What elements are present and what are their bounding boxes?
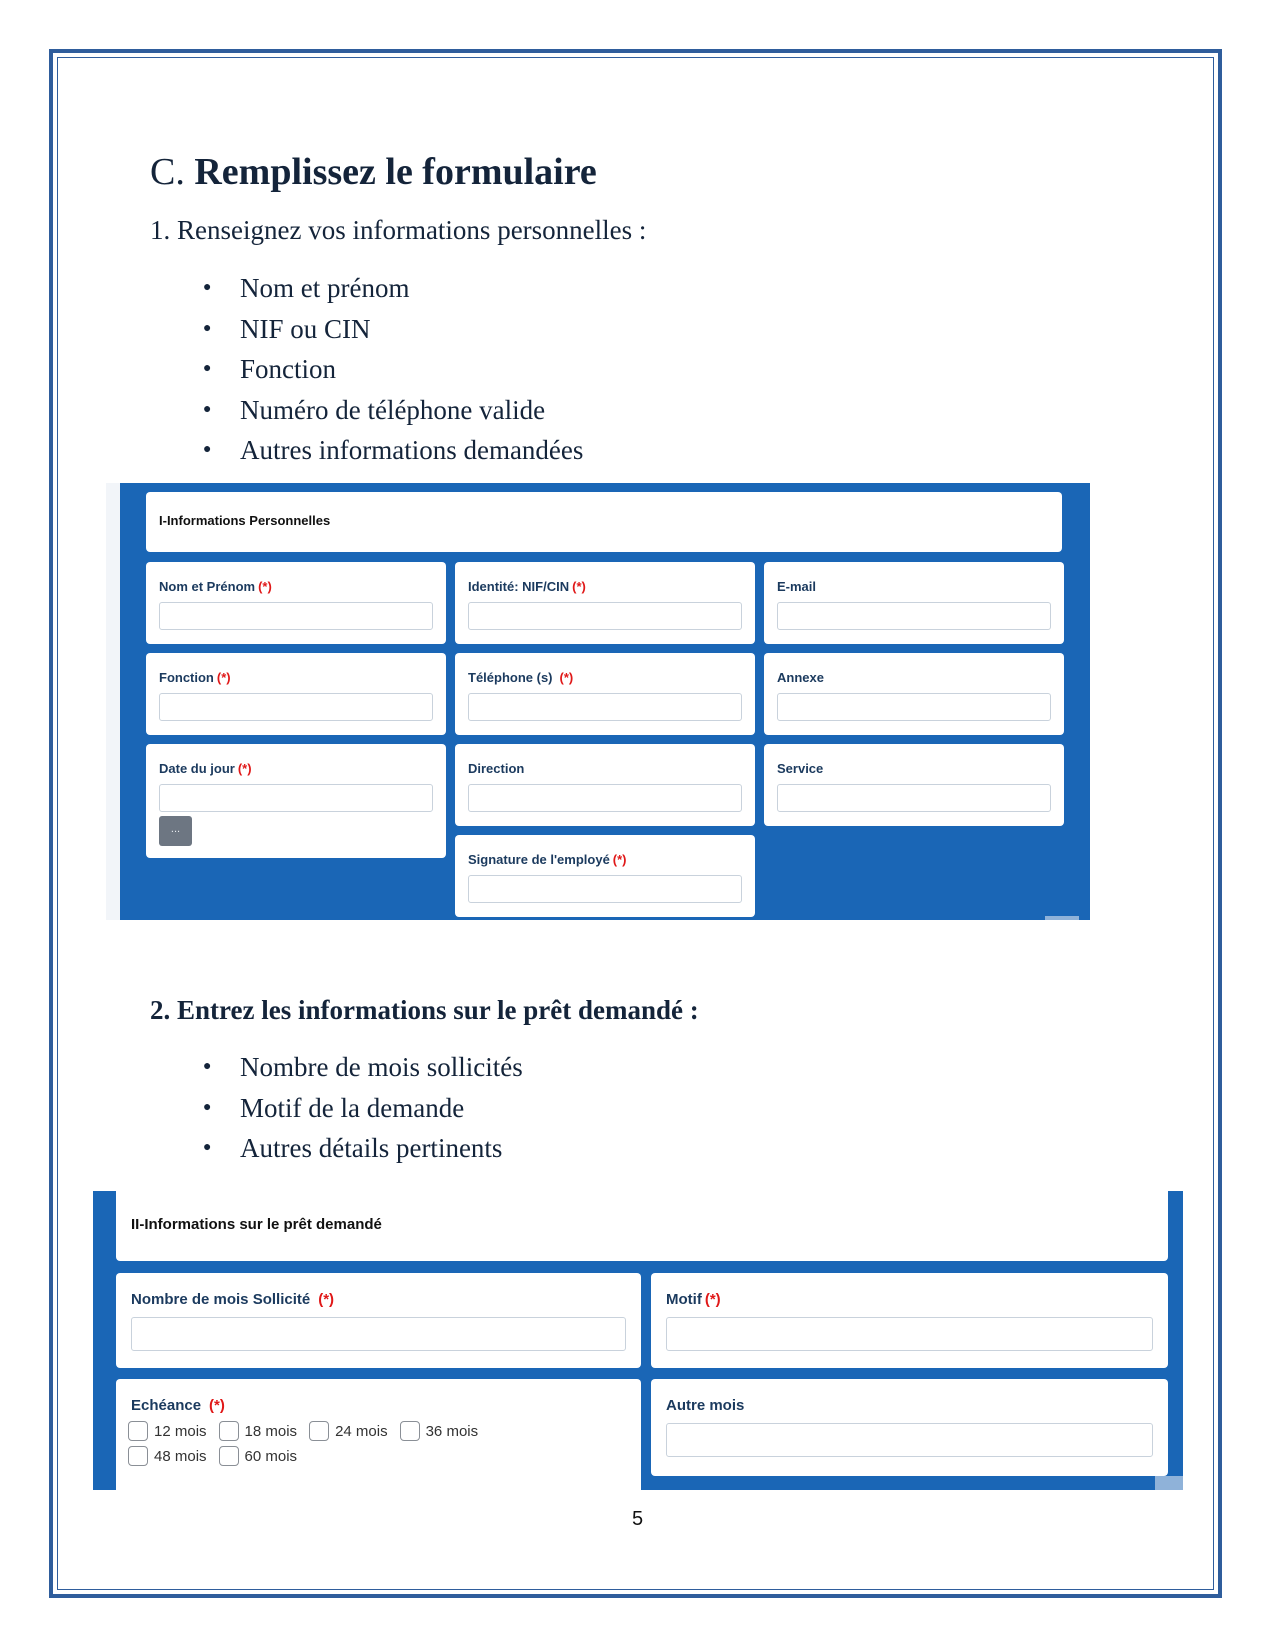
required-mark: (*) (559, 670, 574, 685)
form-section-header (116, 1191, 1168, 1261)
field-motif (651, 1273, 1168, 1368)
echeance-options-row (128, 1421, 490, 1441)
field-label: E-mail (777, 579, 817, 594)
list-item: ● Fonction (203, 351, 583, 392)
required-mark: (*) (209, 1397, 225, 1414)
list-item: ● Motif de la demande (203, 1090, 523, 1131)
personal-info-form (120, 483, 1090, 920)
echeance-option[interactable]: 48 mois (128, 1446, 207, 1466)
required-mark: (*) (237, 761, 252, 776)
field-label: Direction (468, 761, 525, 776)
echeance-option[interactable]: 36 mois (400, 1421, 479, 1441)
checkbox[interactable] (128, 1446, 148, 1466)
checkbox[interactable] (128, 1421, 148, 1441)
echeance-option[interactable]: 24 mois (309, 1421, 388, 1441)
checkbox[interactable] (219, 1421, 239, 1441)
required-mark: (*) (612, 852, 627, 867)
required-mark: (*) (572, 579, 586, 594)
field-label: Téléphone (s) (*) (468, 670, 574, 685)
field-label: Service (777, 761, 824, 776)
step2-title: 2. Entrez les informations sur le prêt demandé : (150, 995, 699, 1025)
list-item: ● Nombre de mois sollicités (203, 1049, 523, 1090)
field-date (146, 744, 446, 858)
list-item: ● Numéro de téléphone valide (203, 392, 583, 433)
field-fonction (146, 653, 446, 735)
form-section-header (146, 492, 1062, 552)
field-email (764, 562, 1064, 644)
form-section-title: II-Informations sur le prêt demandé (131, 1216, 382, 1233)
echeance-options-row (128, 1446, 309, 1466)
service-input[interactable] (777, 784, 1051, 812)
field-direction (455, 744, 755, 826)
step1-title: 1. Renseignez vos informations personnelles : (150, 215, 647, 245)
motif-input[interactable] (666, 1317, 1153, 1351)
field-label: Autre mois (666, 1397, 745, 1414)
checkbox[interactable] (219, 1446, 239, 1466)
field-label: Fonction (*) (159, 670, 231, 685)
list-item: ● Nom et prénom (203, 270, 583, 311)
signature-input[interactable] (468, 875, 742, 903)
direction-input[interactable] (468, 784, 742, 812)
nombre-mois-input[interactable] (131, 1317, 626, 1351)
autre-mois-input[interactable] (666, 1423, 1153, 1457)
heading-title: Remplissez le formulaire (194, 151, 597, 193)
annexe-input[interactable] (777, 693, 1051, 721)
scroll-corner (1155, 1476, 1183, 1490)
list-item: ● Autres détails pertinents (203, 1130, 523, 1171)
fonction-input[interactable] (159, 693, 433, 721)
list-item: ● NIF ou CIN (203, 311, 583, 352)
page-number: 5 (631, 1508, 644, 1530)
required-mark: (*) (216, 670, 231, 685)
nom-prenom-input[interactable] (159, 602, 433, 630)
telephone-input[interactable] (468, 693, 742, 721)
form-section-title: I-Informations Personnelles (159, 513, 331, 528)
date-picker-button[interactable]: ... (159, 816, 192, 846)
checkbox[interactable] (309, 1421, 329, 1441)
field-nombre-mois (116, 1273, 641, 1368)
field-autre-mois (651, 1379, 1168, 1476)
field-telephone (455, 653, 755, 735)
field-label: Date du jour (*) (159, 761, 252, 776)
field-service (764, 744, 1064, 826)
field-label: Echéance (*) (131, 1397, 225, 1414)
email-input[interactable] (777, 602, 1051, 630)
step2-list (203, 1049, 523, 1171)
field-label: Motif (*) (666, 1291, 721, 1308)
list-item: ● Autres informations demandées (203, 432, 583, 473)
field-label: Identité: NIF/CIN (*) (468, 579, 586, 594)
section-heading (150, 150, 597, 194)
field-annexe (764, 653, 1064, 735)
form-left-gutter (106, 483, 120, 920)
scroll-corner (1045, 916, 1079, 920)
field-label: Signature de l'employé (*) (468, 852, 627, 867)
step1-list (203, 270, 583, 473)
date-input[interactable] (159, 784, 433, 812)
field-label: Annexe (777, 670, 824, 685)
field-nom-prenom (146, 562, 446, 644)
loan-info-form (93, 1191, 1183, 1490)
field-echeance (116, 1379, 641, 1490)
required-mark: (*) (318, 1291, 335, 1308)
identite-input[interactable] (468, 602, 742, 630)
field-identite (455, 562, 755, 644)
echeance-option[interactable]: 12 mois (128, 1421, 207, 1441)
required-mark: (*) (258, 579, 272, 594)
required-mark: (*) (704, 1291, 721, 1308)
echeance-option[interactable]: 60 mois (219, 1446, 298, 1466)
echeance-option[interactable]: 18 mois (219, 1421, 298, 1441)
field-label: Nombre de mois Sollicité (*) (131, 1291, 335, 1308)
heading-prefix: C. (150, 151, 185, 193)
field-label: Nom et Prénom (*) (159, 579, 272, 594)
checkbox[interactable] (400, 1421, 420, 1441)
field-signature (455, 835, 755, 917)
